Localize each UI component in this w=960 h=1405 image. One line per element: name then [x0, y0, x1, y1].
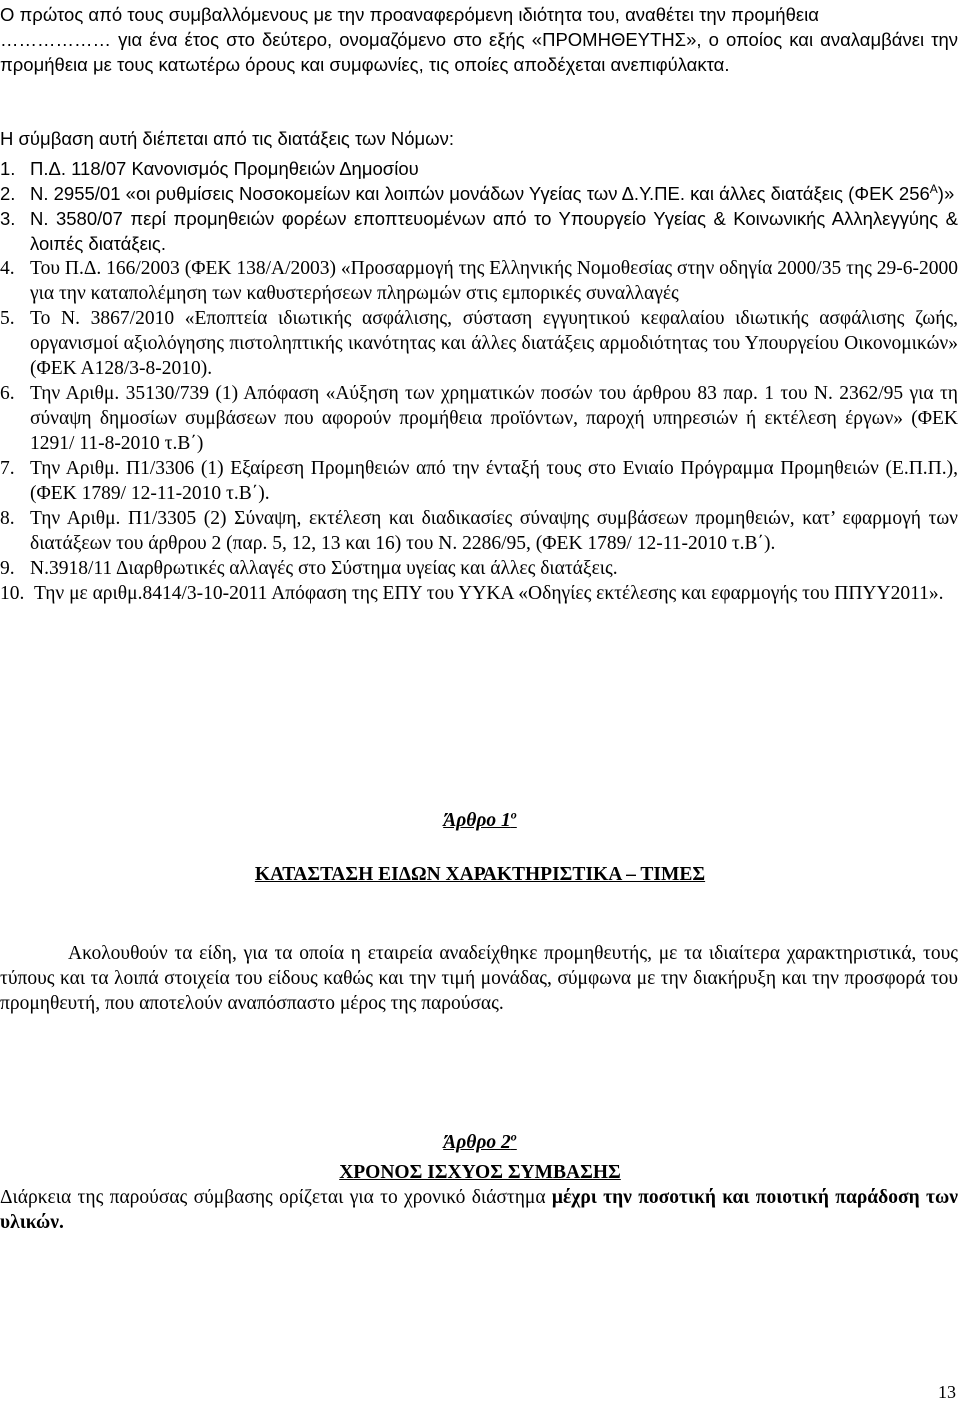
list-item — [0, 556, 958, 581]
list-item — [0, 306, 958, 381]
article-2-subtitle: ΧΡΟΝΟΣ ΙΣΧΥΟΣ ΣΥΜΒΑΣΗΣ — [339, 1162, 621, 1183]
list-number: 8. — [0, 508, 15, 529]
list-number: 7. — [0, 458, 15, 479]
list-item — [0, 506, 958, 556]
superscript: Α — [929, 181, 938, 196]
list-number: 5. — [0, 308, 15, 329]
intro-line-2: ……………… για ένα έτος στο δεύτερο, ονομαζόμενο στο εξής «ΠΡΟΜΗΘΕΥΤΗΣ», ο οποίος και αναλαμβάνει την προμήθεια με τους κατωτέρω όρους και συμφωνίες, τις οποίες αποδέχεται ανεπιφύλακτα. — [0, 29, 958, 75]
article-2-title-sup: ο — [510, 1129, 517, 1144]
article-2-body — [0, 1160, 958, 1235]
list-text: Την Αριθμ. Π1/3306 (1) Εξαίρεση Προμηθειών από την ένταξή τους στο Ενιαίο Πρόγραμμα Προμηθειών (Ε.Π.Π.), (ΦΕΚ 1789/ 12-11-2010 τ.Β΄). — [30, 458, 958, 504]
article-2-title — [0, 1130, 960, 1155]
list-text: Ν. 3580/07 περί προμηθειών φορέων εποπτευομένων από το Υπουργείο Υγείας & Κοινωνικής Αλληλεγγύης & λοιπές διατάξεις. — [30, 208, 958, 254]
list-text: Του Π.Δ. 166/2003 (ΦΕΚ 138/Α/2003) «Προσαρμογή της Ελληνικής Νομοθεσίας στην οδηγία 2000/35 της 29-6-2000 για την καταπολέμηση των καθυστερήσεων πληρωμών στις εμπορικές συναλλαγές — [30, 258, 958, 304]
article-1-subtitle: ΚΑΤΑΣΤΑΣΗ ΕΙΔΩΝ ΧΑΡΑΚΤΗΡΙΣΤΙΚΑ – ΤΙΜΕΣ — [254, 864, 706, 885]
list-number: 3. — [0, 208, 16, 229]
list-text: Την με αριθμ.8414/3-10-2011 Απόφαση της ΕΠΥ του ΥΥΚΑ «Οδηγίες εκτέλεσης και εφαρμογής του ΠΠΥΥ2011». — [34, 583, 944, 604]
article-1-title-text: Άρθρο 1 — [443, 810, 511, 831]
list-number: 1. — [0, 158, 16, 179]
list-number: 9. — [0, 558, 15, 579]
laws-intro: Η σύμβαση αυτή διέπεται από τις διατάξεις των Νόμων: — [0, 128, 455, 149]
list-item — [0, 181, 958, 206]
list-text: Ν.3918/11 Διαρθρωτικές αλλαγές στο Σύστημα υγείας και άλλες διατάξεις. — [30, 558, 618, 579]
article-2-body-text: Διάρκεια της παρούσας σύμβασης ορίζεται για το χρονικό διάστημα — [0, 1187, 552, 1208]
page-number: 13 — [938, 1382, 956, 1402]
list-item — [0, 156, 958, 181]
article-1-body: Ακολουθούν τα είδη, για τα οποία η εταιρεία αναδείχθηκε προμηθευτής, με τα ιδιαίτερα χαρακτηριστικά, τους τύπους και τα λοιπά στοιχεία του είδους καθώς και την τιμή μονάδας, σύμφωνα με την διακήρυξη και την προσφορά του προμηθευτή, που αποτελούν αναπόσπαστο μέρος της παρούσας. — [0, 943, 958, 1014]
list-number: 2. — [0, 183, 16, 204]
list-text: Την Αριθμ. Π1/3305 (2) Σύναψη, εκτέλεση και διαδικασίες σύναψης συμβάσεων προμηθειών, κατ’ εφαρμογή των διατάξεων του άρθρου 2 (παρ. 5, 12, 13 και 16) του Ν. 2286/95, (ΦΕΚ 1789/ 12-11-2010 τ.Β΄). — [30, 508, 958, 554]
laws-list — [0, 156, 958, 606]
intro-paragraph — [0, 2, 958, 77]
list-item — [0, 206, 958, 256]
list-item — [0, 581, 958, 606]
list-item — [0, 256, 958, 306]
list-text: Το Ν. 3867/2010 «Εποπτεία ιδιωτικής ασφάλισης, σύσταση εγγυητικού κεφαλαίου ιδιωτικής ασφάλισης ζωής, οργανισμοί αξιολόγησης πιστοληπτικής ικανότητας και άλλες διατάξεις αρμοδιότητας του Υπουργείου Οικονομικών» (ΦΕΚ Α128/3-8-2010). — [30, 308, 958, 379]
list-number: 4. — [0, 258, 15, 279]
list-text: Την Αριθμ. 35130/739 (1) Απόφαση «Αύξηση των χρηματικών ποσών του άρθρου 83 παρ. 1 του Ν. 2362/95 για τη σύναψη δημοσίων συμβάσεων που αφορούν προμήθεια προϊόντων, παροχή υπηρεσιών ή εκτέλεση έργων» (ΦΕΚ 1291/ 11-8-2010 τ.Β΄) — [30, 383, 958, 454]
list-item — [0, 456, 958, 506]
list-item — [0, 381, 958, 456]
article-1-title-sup: ο — [510, 807, 517, 822]
list-text-end: )» — [937, 183, 955, 204]
list-text: Ν. 2955/01 «οι ρυθμίσεις Νοσοκομείων και λοιπών μονάδων Υγείας των Δ.Υ.ΠΕ. και άλλες διατάξεις (ΦΕΚ 256 — [30, 183, 930, 204]
list-number: 6. — [0, 383, 15, 404]
list-number: 10. — [0, 583, 25, 604]
article-2-body-bold: μέχρι την ποσοτική και ποιοτική παράδοση των υλικών. — [0, 1187, 958, 1233]
article-2-title-text: Άρθρο 2 — [443, 1132, 511, 1153]
article-1-title — [0, 808, 960, 833]
intro-line-1: Ο πρώτος από τους συμβαλλόμενους με την προαναφερόμενη ιδιότητα του, αναθέτει την προμήθεια — [0, 4, 819, 25]
list-text: Π.Δ. 118/07 Κανονισμός Προμηθειών Δημοσίου — [30, 158, 419, 179]
